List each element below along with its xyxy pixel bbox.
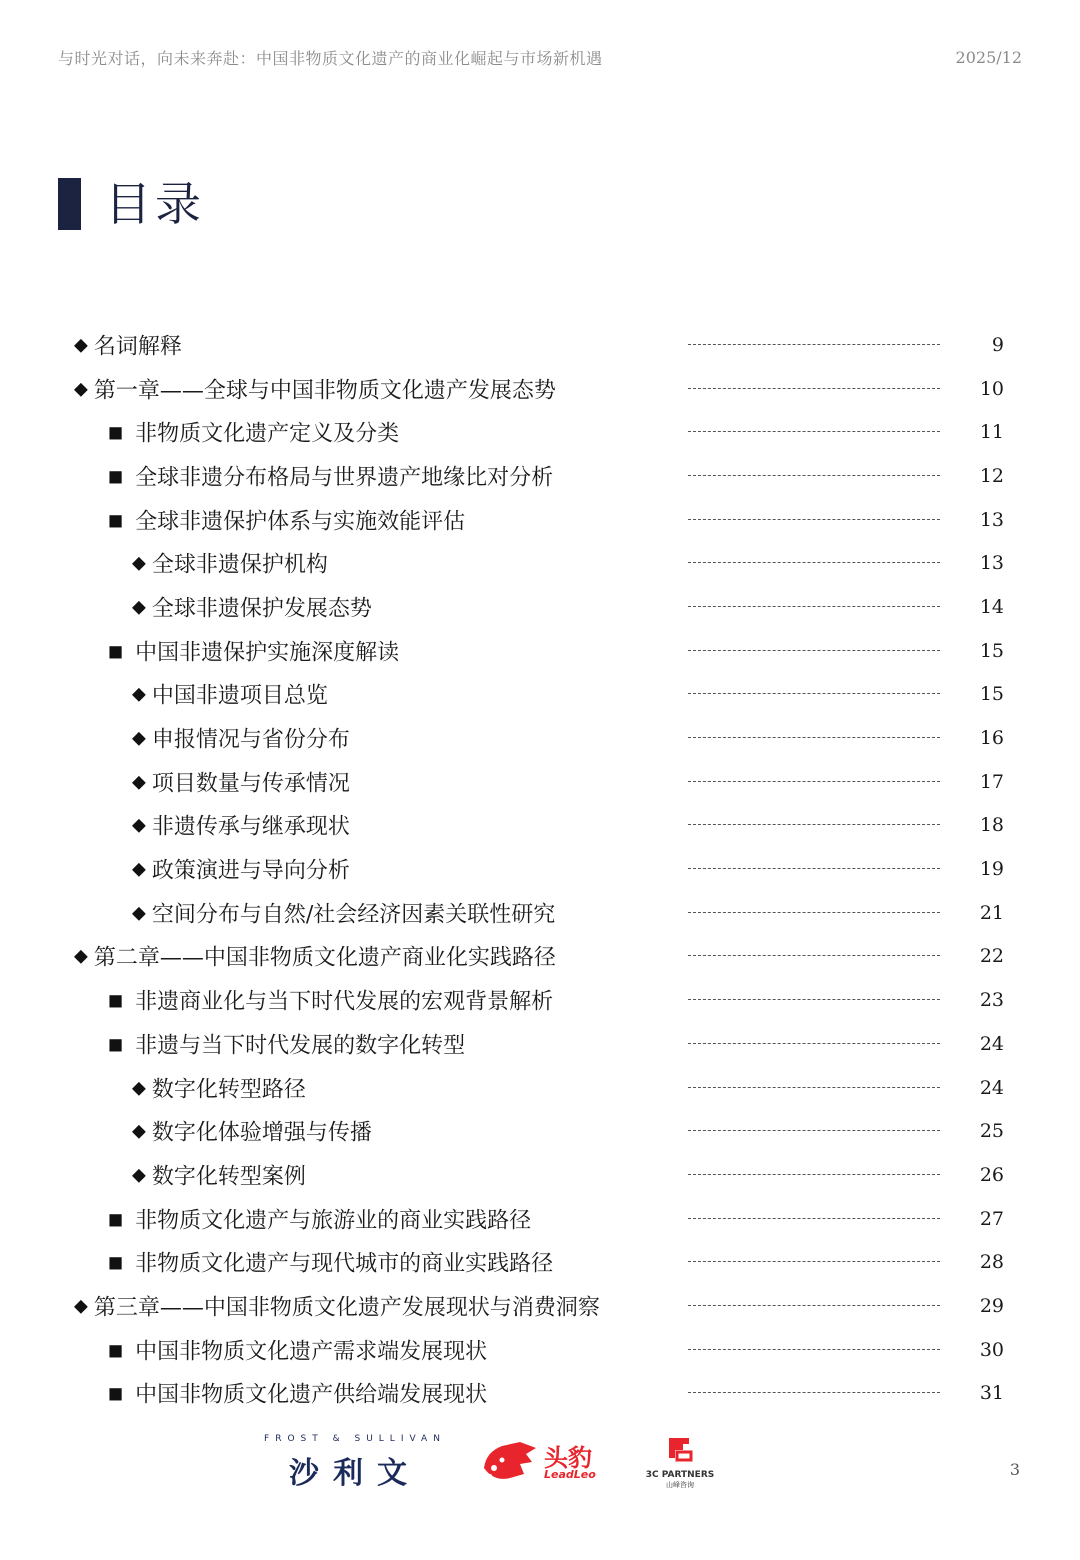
toc-entry[interactable] xyxy=(0,1109,1080,1153)
toc-entry[interactable] xyxy=(0,935,1080,979)
toc-entry[interactable] xyxy=(0,760,1080,804)
toc-entry-label xyxy=(74,329,182,360)
toc-leader-line xyxy=(688,388,940,389)
toc-entry[interactable] xyxy=(0,1328,1080,1372)
toc-heading xyxy=(58,176,205,232)
toc-page-number: 28 xyxy=(979,1251,1004,1274)
toc-leader-line xyxy=(688,1087,940,1088)
toc-entry-label xyxy=(108,635,399,666)
toc-page-number: 22 xyxy=(979,945,1004,968)
3c-logo-en: 3C PARTNERS xyxy=(645,1470,715,1480)
square-bullet-icon: ■ xyxy=(108,990,124,1010)
toc-entry[interactable] xyxy=(0,978,1080,1022)
leadleo-logo xyxy=(480,1438,610,1486)
toc-entry-label xyxy=(108,1334,487,1365)
square-bullet-icon: ■ xyxy=(108,1340,124,1360)
toc-entry-text: 名词解释 xyxy=(93,334,182,360)
toc-entry-label xyxy=(132,548,328,579)
toc-page-number: 15 xyxy=(979,639,1004,662)
toc-entry-text: 中国非遗项目总览 xyxy=(151,683,328,709)
diamond-bullet-icon: ◆ xyxy=(132,902,146,924)
toc-entry-text: 非遗传承与继承现状 xyxy=(151,814,350,840)
toc-entry-text: 非物质文化遗产与旅游业的商业实践路径 xyxy=(135,1208,532,1234)
report-date: 2025/12 xyxy=(955,48,1022,67)
diamond-bullet-icon: ◆ xyxy=(74,334,88,356)
square-bullet-icon: ■ xyxy=(108,1252,124,1272)
toc-page-number: 18 xyxy=(979,814,1004,837)
diamond-bullet-icon: ◆ xyxy=(132,858,146,880)
toc-leader-line xyxy=(688,650,940,651)
toc-entry[interactable] xyxy=(0,847,1080,891)
toc-entry[interactable] xyxy=(0,1240,1080,1284)
diamond-bullet-icon: ◆ xyxy=(132,727,146,749)
toc-entry-text: 中国非物质文化遗产需求端发展现状 xyxy=(135,1339,488,1365)
toc-entry-text: 第二章——中国非物质文化遗产商业化实践路径 xyxy=(93,945,556,971)
toc-page-number: 10 xyxy=(979,377,1004,400)
toc-entry-label xyxy=(108,1378,487,1409)
toc-page-number: 27 xyxy=(979,1207,1004,1230)
toc-entry-label xyxy=(108,1247,553,1278)
toc-entry-text: 政策演进与导向分析 xyxy=(151,858,350,884)
toc-entry-label xyxy=(108,504,465,535)
toc-leader-line xyxy=(688,693,940,694)
toc-leader-line xyxy=(688,1174,940,1175)
toc-entry-text: 非物质文化遗产定义及分类 xyxy=(135,421,400,447)
toc-page-number: 24 xyxy=(979,1076,1004,1099)
toc-entry[interactable] xyxy=(0,629,1080,673)
toc-page-number: 30 xyxy=(979,1338,1004,1361)
toc-entry-text: 第三章——中国非物质文化遗产发展现状与消费洞察 xyxy=(93,1295,600,1321)
toc-leader-line xyxy=(688,955,940,956)
toc-page-number: 25 xyxy=(979,1120,1004,1143)
square-bullet-icon: ■ xyxy=(108,510,124,530)
toc-entry[interactable] xyxy=(0,1284,1080,1328)
toc-page-number: 12 xyxy=(979,464,1004,487)
diamond-bullet-icon: ◆ xyxy=(74,945,88,967)
leadleo-logo-en: LeadLeo xyxy=(544,1468,596,1481)
diamond-bullet-icon: ◆ xyxy=(74,378,88,400)
toc-entry-label xyxy=(108,985,553,1016)
toc-entry[interactable] xyxy=(0,323,1080,367)
toc-entry-label xyxy=(132,1072,306,1103)
toc-leader-line xyxy=(688,1130,940,1131)
frost-logo-en: FROST & SULLIVAN xyxy=(264,1434,446,1444)
toc-entry-label xyxy=(74,1290,600,1321)
toc-entry-label xyxy=(132,766,350,797)
diamond-bullet-icon: ◆ xyxy=(132,1077,146,1099)
toc-entry-label xyxy=(132,1116,372,1147)
toc-entry-label xyxy=(108,460,553,491)
table-of-contents xyxy=(0,323,1080,1415)
toc-entry[interactable] xyxy=(0,498,1080,542)
toc-leader-line xyxy=(688,519,940,520)
toc-leader-line xyxy=(688,1261,940,1262)
toc-entry[interactable] xyxy=(0,541,1080,585)
toc-page-number: 14 xyxy=(979,595,1004,618)
square-bullet-icon: ■ xyxy=(108,422,124,442)
toc-entry-text: 申报情况与省份分布 xyxy=(151,727,350,753)
toc-leader-line xyxy=(688,1218,940,1219)
toc-leader-line xyxy=(688,781,940,782)
toc-entry[interactable] xyxy=(0,1197,1080,1241)
page-title: 目录 xyxy=(105,177,205,231)
diamond-bullet-icon: ◆ xyxy=(132,814,146,836)
toc-entry-label xyxy=(108,1203,531,1234)
toc-page-number: 9 xyxy=(991,333,1004,356)
toc-leader-line xyxy=(688,344,940,345)
toc-leader-line xyxy=(688,912,940,913)
toc-entry[interactable] xyxy=(0,454,1080,498)
square-bullet-icon: ■ xyxy=(108,1209,124,1229)
toc-entry-text: 全球非遗保护体系与实施效能评估 xyxy=(135,509,466,535)
toc-entry-text: 数字化转型路径 xyxy=(151,1077,306,1103)
toc-page-number: 11 xyxy=(979,421,1004,444)
toc-entry-text: 项目数量与传承情况 xyxy=(151,771,350,797)
toc-entry-label xyxy=(132,591,372,622)
toc-entry[interactable] xyxy=(0,1066,1080,1110)
toc-page-number: 23 xyxy=(979,989,1004,1012)
toc-entry[interactable] xyxy=(0,891,1080,935)
toc-entry[interactable] xyxy=(0,804,1080,848)
frost-logo-cn: 沙利文 xyxy=(289,1456,421,1491)
toc-leader-line xyxy=(688,1392,940,1393)
diamond-bullet-icon: ◆ xyxy=(132,1164,146,1186)
diamond-bullet-icon: ◆ xyxy=(74,1295,88,1317)
page-number: 3 xyxy=(1009,1460,1020,1479)
square-bullet-icon: ■ xyxy=(108,1034,124,1054)
toc-leader-line xyxy=(688,431,940,432)
toc-leader-line xyxy=(688,868,940,869)
toc-page-number: 17 xyxy=(979,770,1004,793)
toc-leader-line xyxy=(688,737,940,738)
toc-leader-line xyxy=(688,824,940,825)
toc-entry-text: 中国非遗保护实施深度解读 xyxy=(135,640,400,666)
toc-entry-label xyxy=(132,810,350,841)
toc-entry-text: 非遗商业化与当下时代发展的宏观背景解析 xyxy=(135,989,554,1015)
toc-page-number: 21 xyxy=(979,901,1004,924)
toc-entry-text: 全球非遗保护机构 xyxy=(151,552,328,578)
toc-entry-label xyxy=(132,854,350,885)
toc-leader-line xyxy=(688,475,940,476)
toc-entry-text: 非物质文化遗产与现代城市的商业实践路径 xyxy=(135,1251,554,1277)
toc-entry[interactable] xyxy=(0,716,1080,760)
3c-partners-mark-icon xyxy=(667,1436,693,1462)
toc-leader-line xyxy=(688,1043,940,1044)
toc-leader-line xyxy=(688,606,940,607)
report-title-header: 与时光对话，向未来奔赴：中国非物质文化遗产的商业化崛起与市场新机遇 xyxy=(58,49,603,68)
toc-entry[interactable] xyxy=(0,1022,1080,1066)
toc-entry-text: 非遗与当下时代发展的数字化转型 xyxy=(135,1033,466,1059)
toc-entry[interactable] xyxy=(0,673,1080,717)
toc-entry[interactable] xyxy=(0,367,1080,411)
toc-entry[interactable] xyxy=(0,1372,1080,1416)
toc-entry-label xyxy=(74,941,556,972)
toc-entry-label xyxy=(108,417,399,448)
toc-page-number: 24 xyxy=(979,1032,1004,1055)
toc-entry-text: 全球非遗保护发展态势 xyxy=(151,596,372,622)
toc-entry-text: 数字化转型案例 xyxy=(151,1164,306,1190)
toc-entry[interactable] xyxy=(0,585,1080,629)
toc-page-number: 26 xyxy=(979,1163,1004,1186)
toc-entry[interactable] xyxy=(0,410,1080,454)
toc-entry-label xyxy=(132,1159,306,1190)
toc-page-number: 31 xyxy=(979,1382,1004,1405)
toc-page-number: 16 xyxy=(979,727,1004,750)
toc-entry-text: 第一章——全球与中国非物质文化遗产发展态势 xyxy=(93,378,556,404)
leadleo-logo-cn: 头豹 xyxy=(544,1444,592,1472)
diamond-bullet-icon: ◆ xyxy=(132,683,146,705)
square-bullet-icon: ■ xyxy=(108,466,124,486)
toc-entry-label xyxy=(74,373,556,404)
heading-accent-bar xyxy=(58,178,81,230)
toc-page-number: 15 xyxy=(979,683,1004,706)
toc-leader-line xyxy=(688,562,940,563)
diamond-bullet-icon: ◆ xyxy=(132,552,146,574)
toc-entry-label xyxy=(132,723,350,754)
diamond-bullet-icon: ◆ xyxy=(132,771,146,793)
toc-entry-text: 中国非物质文化遗产供给端发展现状 xyxy=(135,1382,488,1408)
toc-entry-label xyxy=(132,897,555,928)
toc-entry-label xyxy=(108,1028,465,1059)
frost-sullivan-logo xyxy=(250,1434,460,1492)
diamond-bullet-icon: ◆ xyxy=(132,1120,146,1142)
toc-entry[interactable] xyxy=(0,1153,1080,1197)
toc-leader-line xyxy=(688,999,940,1000)
toc-page-number: 19 xyxy=(979,858,1004,881)
toc-entry-text: 全球非遗分布格局与世界遗产地缘比对分析 xyxy=(135,465,554,491)
footer-logos xyxy=(250,1434,730,1490)
toc-entry-text: 空间分布与自然/社会经济因素关联性研究 xyxy=(151,902,556,928)
leopard-head-icon xyxy=(480,1438,540,1486)
toc-entry-text: 数字化体验增强与传播 xyxy=(151,1120,372,1146)
3c-partners-logo xyxy=(640,1436,720,1490)
toc-page-number: 13 xyxy=(979,508,1004,531)
toc-page-number: 13 xyxy=(979,552,1004,575)
toc-page-number: 29 xyxy=(979,1294,1004,1317)
square-bullet-icon: ■ xyxy=(108,641,124,661)
toc-entry-label xyxy=(132,679,328,710)
square-bullet-icon: ■ xyxy=(108,1383,124,1403)
3c-logo-cn: 山峰咨询 xyxy=(666,1481,694,1489)
toc-leader-line xyxy=(688,1305,940,1306)
diamond-bullet-icon: ◆ xyxy=(132,596,146,618)
toc-leader-line xyxy=(688,1349,940,1350)
